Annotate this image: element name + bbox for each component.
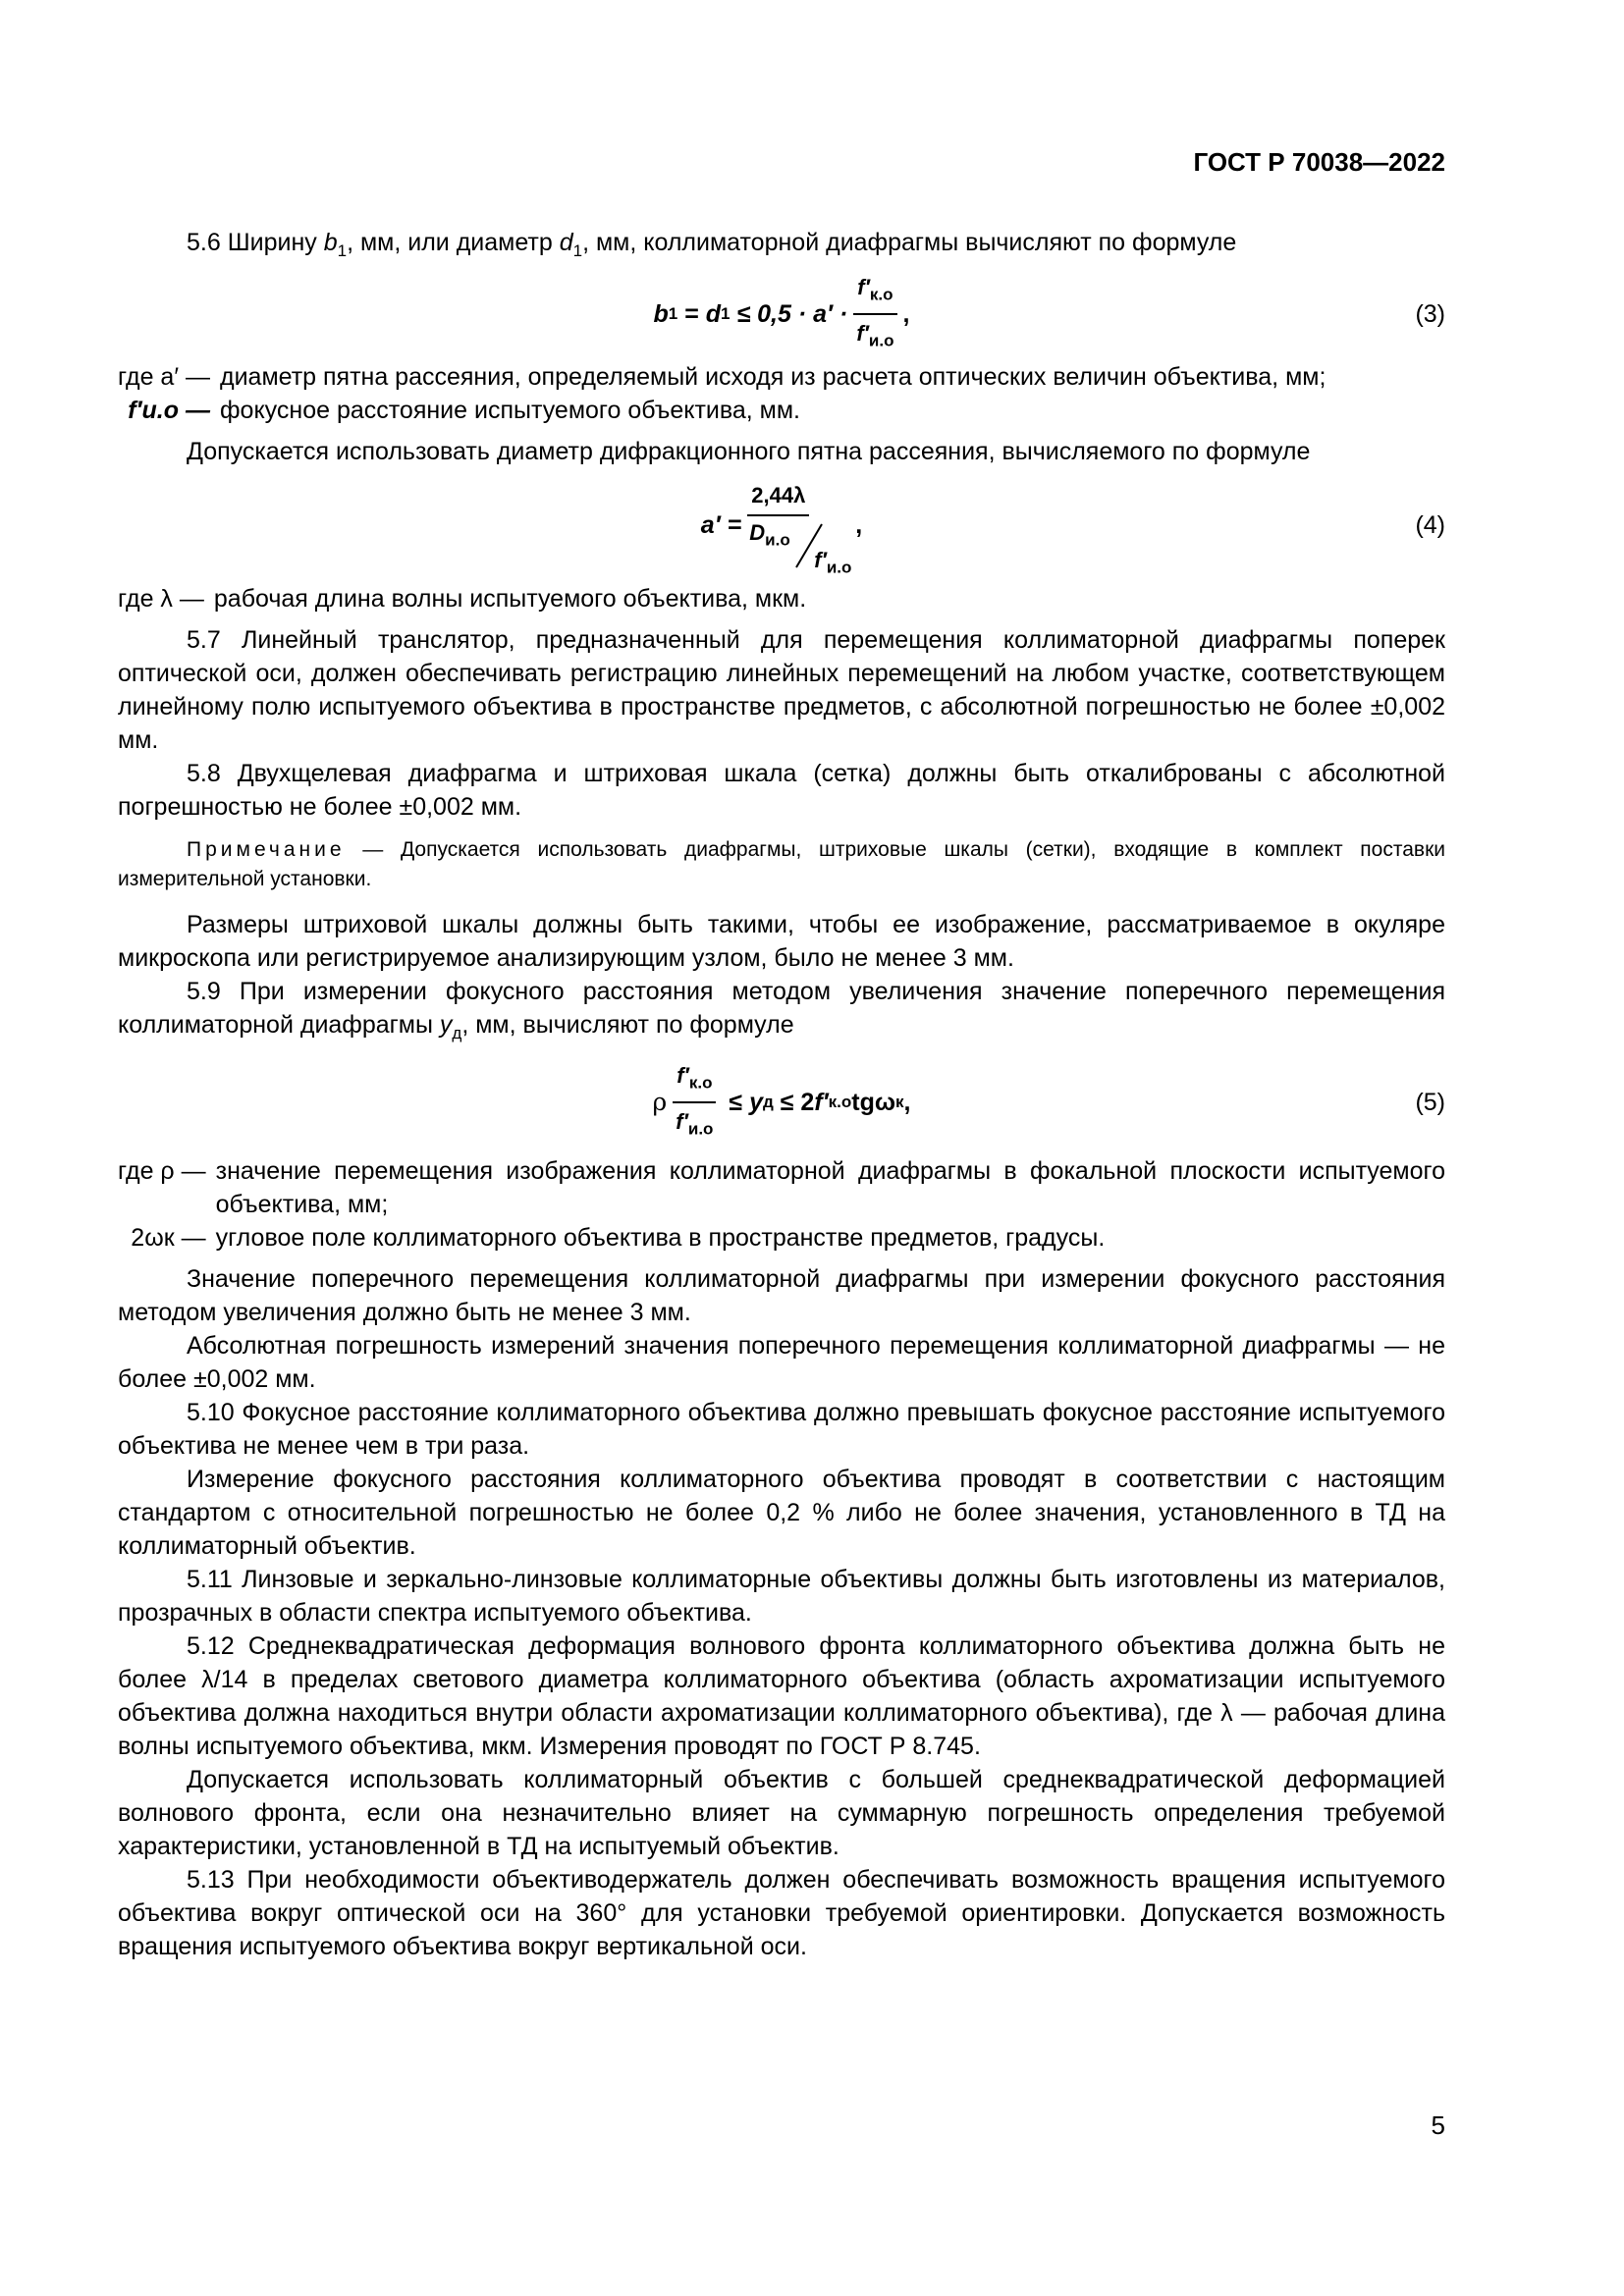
paragraph-abs-error: Абсолютная погрешность измерений значения поперечного перемещения коллиматорной диафрагмы — не более ±0,002 мм. xyxy=(118,1332,1445,1393)
text-run: f′ xyxy=(676,1109,688,1134)
sub: и.о xyxy=(687,1119,714,1139)
f5-denominator xyxy=(676,1103,713,1146)
note-label: Примечание xyxy=(187,838,346,861)
def-term: 2ωк — xyxy=(131,1224,206,1252)
note-text: — Допускается использовать диафрагмы, штриховые шкалы (сетки), входящие в комплект поставки измерительной установки. xyxy=(118,838,1445,890)
paragraph-5-12: 5.12 Среднеквадратическая деформация волнового фронта коллиматорного объектива должна быть не более λ/14 в пределах светового диаметра коллиматорного объектива (область ахроматизации испытуемого объектива должна находиться внутри области ахроматизации коллиматорного объектива), где λ — рабочая длина волны испытуемого объектива, мкм. Измерения проводят по ГОСТ Р 8.745. xyxy=(118,1632,1445,1760)
sub: 1 xyxy=(721,304,731,323)
paragraph-5-7: 5.7 Линейный транслятор, предназначенный для перемещения коллиматорной диафрагмы поперек оптической оси, должен обеспечивать регистрацию линейных перемещений на любом участке, соответствующем линейному полю испытуемого объектива в пространстве предметов, с абсолютной погрешностью не более ±0,002 мм. xyxy=(118,626,1445,754)
definitions-formula-3 xyxy=(118,360,1445,427)
sub: к.о xyxy=(828,1093,852,1111)
sub: 1 xyxy=(668,304,678,323)
def-desc: значение перемещения изображения коллиматорной диафрагмы в фокальной плоскости испытуемого объектива, мм; xyxy=(215,1157,1445,1218)
f3-d: d xyxy=(705,300,722,328)
sub: 1 xyxy=(337,241,348,260)
f3-fraction xyxy=(853,271,896,358)
var-y: y xyxy=(439,1011,453,1039)
formula-5 xyxy=(118,1058,1445,1147)
f5-y: y xyxy=(749,1089,763,1116)
var-d: d xyxy=(559,229,573,256)
def-term: f′и.о — xyxy=(128,397,210,424)
f4-fraction xyxy=(747,479,852,577)
sub: к.о xyxy=(869,285,893,303)
sub: и.о xyxy=(765,530,790,550)
document-body xyxy=(118,226,1445,1963)
f3-eq: = xyxy=(677,300,706,328)
sub: 1 xyxy=(572,241,583,260)
definition-lambda xyxy=(118,582,1445,615)
document-header: ГОСТ Р 70038—2022 xyxy=(1193,147,1445,177)
f4-numerator: 2,44λ xyxy=(747,479,809,516)
f4-den-f xyxy=(814,544,851,584)
text-run: , мм, или диаметр xyxy=(347,229,560,256)
formula-3-expression xyxy=(654,271,910,358)
formula-4 xyxy=(118,476,1445,577)
f3-rel: ≤ 0,5 · a′ · xyxy=(730,300,848,328)
paragraph-5-8: 5.8 Двухщелевая диафрагма и штриховая шкала (сетка) должны быть откалиброваны с абсолютной погрешностью не более ±0,002 мм. xyxy=(118,760,1445,821)
formula-3 xyxy=(118,276,1445,352)
formula-3-number: (3) xyxy=(1415,300,1445,328)
f3-numerator xyxy=(853,271,896,315)
paragraph-shift: Значение поперечного перемещения коллиматорной диафрагмы при измерении фокусного расстояния методом увеличения должно быть не менее 3 мм. xyxy=(118,1265,1445,1326)
paragraph-5-10: 5.10 Фокусное расстояние коллиматорного объектива должно превышать фокусное расстояние испытуемого объектива не менее чем в три раза. xyxy=(118,1399,1445,1460)
f3-lhs: b xyxy=(653,300,669,328)
definitions-formula-5 xyxy=(118,1154,1445,1255)
def-desc: рабочая длина волны испытуемого объектива, мкм. xyxy=(213,585,807,613)
paragraph-measurement: Измерение фокусного расстояния коллиматорного объектива проводят в соответствии с настоящим стандартом с относительной погрешностью не более 0,2 % либо не более значения, установленного в ТД на коллиматорный объектив. xyxy=(118,1466,1445,1560)
f4-tail: , xyxy=(855,511,863,539)
var-b: b xyxy=(323,229,338,256)
def-term: где a′ — xyxy=(118,363,210,391)
text-run: f′ xyxy=(814,548,827,572)
f5-rel: ≤ xyxy=(722,1089,750,1116)
paragraph-scale: Размеры штриховой шкалы должны быть такими, чтобы ее изображение, рассматриваемое в окуляре микроскопа или регистрируемое анализирующим узлом, было не менее 3 мм. xyxy=(118,911,1445,972)
f5-tg: tgω xyxy=(851,1089,895,1116)
text-run: f′ xyxy=(677,1062,689,1088)
page-number: 5 xyxy=(1431,2110,1445,2140)
f5-rel: ≤ 2 xyxy=(773,1089,815,1116)
paragraph-5-6 xyxy=(118,226,1445,268)
f4-lhs: a′ = xyxy=(700,511,742,539)
paragraph-diffraction: Допускается использовать диаметр дифракционного пятна рассеяния, вычисляемого по формуле xyxy=(187,438,1311,465)
paragraph-5-13: 5.13 При необходимости объективодержатель должен обеспечивать возможность вращения испытуемого объектива вокруг оптической оси на 360° для установки требуемой ориентировки. Допускается возможность вращения испытуемого объектива вокруг вертикальной оси. xyxy=(118,1866,1445,1960)
formula-4-number: (4) xyxy=(1415,511,1445,539)
text-run: D xyxy=(749,520,766,545)
paragraph-5-9 xyxy=(118,975,1445,1050)
f3-denominator xyxy=(856,315,893,357)
f3-tail: , xyxy=(902,300,910,328)
def-desc: угловое поле коллиматорного объектива в пространстве предметов, градусы. xyxy=(215,1224,1106,1252)
def-term: где ρ — xyxy=(118,1157,206,1185)
text-run: 5.6 Ширину xyxy=(187,229,324,256)
def-desc: диаметр пятна рассеяния, определяемый исходя из расчета оптических величин объектива, мм; xyxy=(219,363,1326,391)
f5-rho: ρ xyxy=(652,1088,668,1116)
f4-denominator xyxy=(747,516,852,577)
text-run: , мм, коллиматорной диафрагмы вычисляют по формуле xyxy=(582,229,1237,256)
note xyxy=(118,835,1445,894)
f5-fraction xyxy=(673,1059,716,1147)
text-run: f′ xyxy=(857,274,870,299)
f5-numerator xyxy=(673,1059,716,1103)
formula-4-expression xyxy=(700,479,863,577)
sub: и.о xyxy=(826,558,852,577)
text-run: f′ xyxy=(856,321,869,346)
sub: к.о xyxy=(688,1073,713,1092)
text-run: , мм, вычисляют по формуле xyxy=(461,1011,794,1039)
sub: и.о xyxy=(868,331,894,350)
f5-tail: , xyxy=(903,1089,911,1116)
formula-5-expression xyxy=(653,1059,911,1147)
def-desc: фокусное расстояние испытуемого объектива, мм. xyxy=(219,397,800,424)
paragraph-5-11: 5.11 Линзовые и зеркально-линзовые коллиматорные объективы должны быть изготовлены из материалов, прозрачных в области спектра испытуемого объектива. xyxy=(118,1566,1445,1627)
formula-5-number: (5) xyxy=(1415,1089,1445,1116)
sub: д xyxy=(452,1024,462,1042)
paragraph-allowance: Допускается использовать коллиматорный объектив с большей среднеквадратической деформацией волнового фронта, если она незначительно влияет на суммарную погрешность определения требуемой характеристики, установленной в ТД на испытуемый объектив. xyxy=(118,1766,1445,1860)
def-term: где λ — xyxy=(118,585,204,613)
f4-den-d xyxy=(749,516,789,557)
f5-f: f′ xyxy=(814,1089,829,1116)
sub: д xyxy=(763,1093,774,1111)
sub: к xyxy=(895,1093,904,1111)
text-run: 5.9 При измерении фокусного расстояния методом увеличения значение поперечного перемещения коллиматорной диафрагмы xyxy=(118,978,1445,1039)
